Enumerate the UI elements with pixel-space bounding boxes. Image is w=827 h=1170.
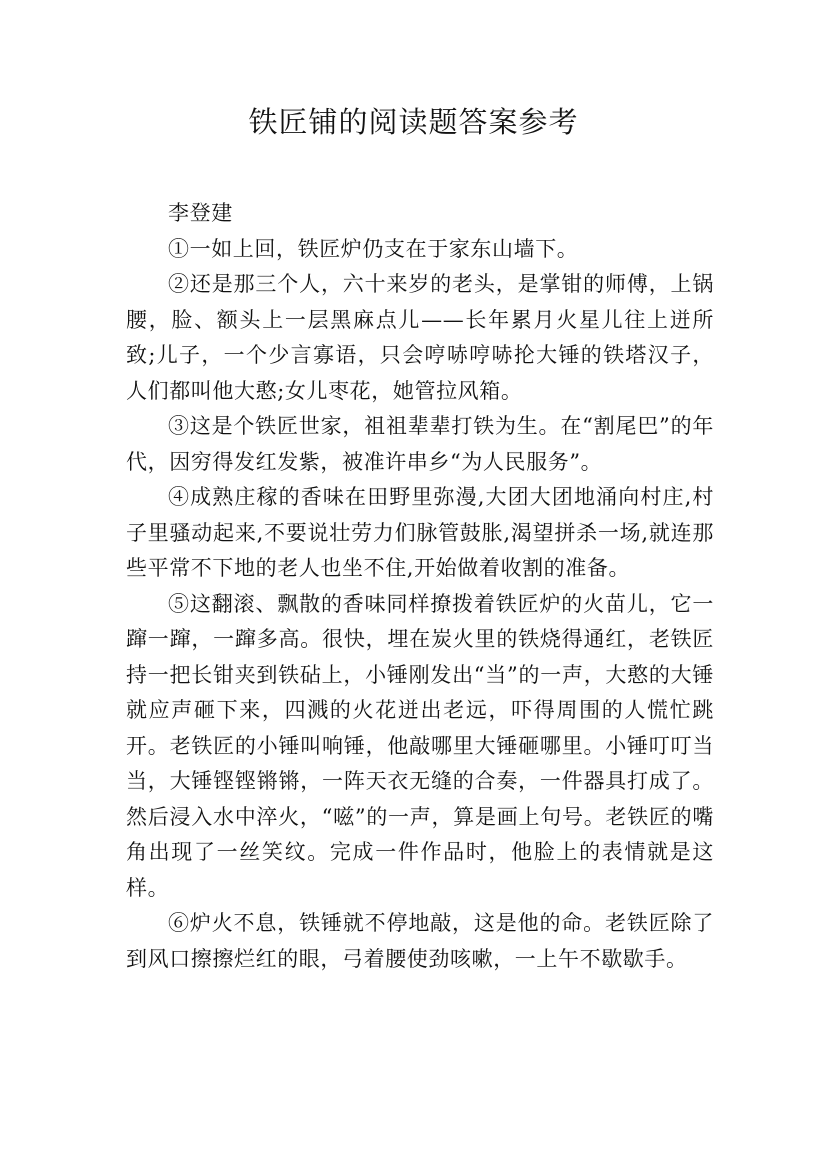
- paragraph-1: ①一如上回，铁匠炉仍支在于家东山墙下。: [168, 236, 579, 261]
- paragraph-5: ⑤这翻滚、飘散的香味同样撩拨着铁匠炉的火苗儿，它一蹿一蹿，一蹿多高。很快，埋在炭火里的铁烧得通红，老铁匠持一把长钳夹到铁砧上，小锤刚发出“当”的一声，大憨的大锤就应声砸下来，四溅的火花迸出老远，吓得周围的人慌忙跳开。老铁匠的小锤叫响锤，他敲哪里大锤砸哪里。小锤叮叮当当，大锤铿铿锵锵，一阵天衣无缝的合奏，一件器具打成了。然后浸入水中淬火，“嗞”的一声，算是画上句号。老铁匠的嘴角出现了一丝笑纹。完成一件作品时，他脸上的表情就是这样。: [126, 591, 714, 900]
- paragraph-3: ③这是个铁匠世家，祖祖辈辈打铁为生。在“割尾巴”的年代，因穷得发红发紫，被准许串乡“为人民服务”。: [126, 414, 714, 474]
- paragraph-4: ④成熟庄稼的香味在田野里弥漫,大团大团地涌向村庄,村子里骚动起来,不要说壮劳力们脉管鼓胀,渴望拼杀一场,就连那些平常不下地的老人也坐不住,开始做着收割的准备。: [126, 485, 714, 580]
- paragraph-6: ⑥炉火不息，铁锤就不停地敲，这是他的命。老铁匠除了到风口擦擦烂红的眼，弓着腰使劲咳嗽，一上午不歇歇手。: [126, 911, 714, 971]
- paragraph-2: ②还是那三个人，六十来岁的老头，是掌钳的师傅，上锅腰，脸、额头上一层黑麻点儿——长年累月火星儿往上迸所致;儿子，一个少言寡语，只会哼哧哼哧抡大锤的铁塔汉子，人们都叫他大憨;女儿枣花，她管拉风箱。: [126, 272, 714, 403]
- author-name: 李登建: [168, 201, 233, 225]
- article-body: [126, 196, 714, 977]
- document-title: 铁匠铺的阅读题答案参考: [248, 105, 579, 139]
